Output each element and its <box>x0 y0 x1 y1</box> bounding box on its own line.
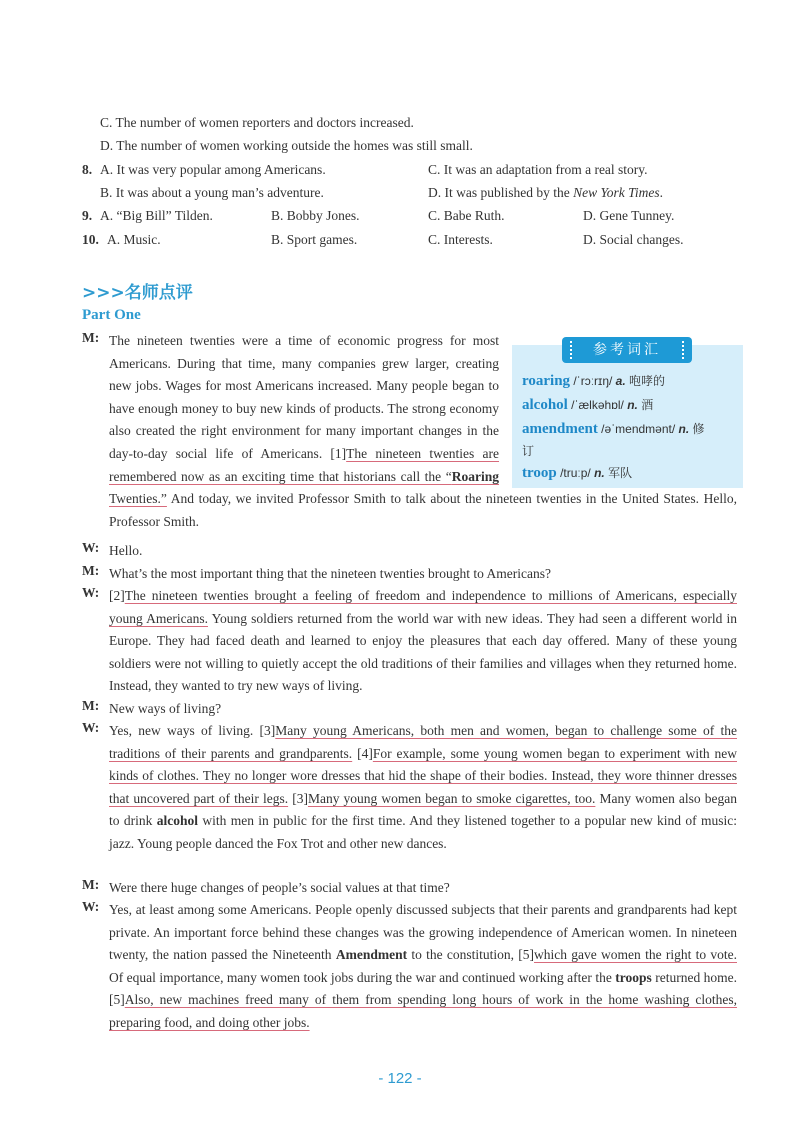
option-8c: C. It was an adaptation from a real story. <box>428 162 648 177</box>
option-8b: B. It was about a young man’s adventure. <box>100 185 324 200</box>
option-7c: C. The number of women reporters and doctors increased. <box>100 115 414 130</box>
vocab-entry-amendment: amendment /əˈmendmənt/ n. 修 <box>522 421 705 437</box>
speaker-label: W: <box>82 899 100 914</box>
speaker-label: W: <box>82 585 100 600</box>
option-7d: D. The number of women working outside the homes was still small. <box>100 138 473 153</box>
question-number-8: 8. <box>82 162 93 177</box>
dialogue-turn-w1 <box>82 540 737 563</box>
turn-text: Were there huge changes of people’s social values at that time? <box>109 880 450 895</box>
dialogue-turn-m3 <box>82 698 737 721</box>
vocab-entry-amendment-wrap: 订 <box>522 444 535 458</box>
option-10c: C. Interests. <box>428 232 493 247</box>
dialogue-turn-m4 <box>82 877 737 900</box>
turn-text: The nineteen twenties were a time of economic progress for most Americans. During that time, many companies grew larger, creating new jobs. Wages for most Americans increased. Many people began to have enough money to buy new kinds of products. The strong economy also created the right environment for many important changes in the day-to-day social life of Americans. [1]The nineteen twenties are remembered now as an exciting time that historians call the “Roaring Twenties.” And today, we invited Professor Smith to talk about the nineteen twenties in the United States. Hello, Professor Smith. <box>109 333 737 529</box>
turn-text: What’s the most important thing that the nineteen twenties brought to Americans? <box>109 566 552 581</box>
dialogue-turn-m1 <box>82 330 737 533</box>
vocab-entry-alcohol: alcohol /ˈælkəhɒl/ n. 酒 <box>522 397 654 413</box>
turn-text: Hello. <box>109 543 143 558</box>
vocab-entry-roaring: roaring /ˈrɔːrɪŋ/ a. 咆哮的 <box>522 373 666 389</box>
dialogue-turn-w2 <box>82 585 737 698</box>
dialogue-turn-w4 <box>82 899 737 1035</box>
dialogue-turn-w3 <box>82 720 737 856</box>
turn-text: Yes, new ways of living. [3]Many young Americans, both men and women, began to challenge some of the traditions of their parents and grandparents. [4]For example, some young women began to experiment with new kinds of clothes. They no longer wore dresses that hid the shape of their bodies. Instead, they wore thinner dresses that uncovered part of their legs. [3]Many young women began to smoke cigarettes, too. Many women also began to drink alcohol with men in public for the first time. And they listened together to a popular new kind of music: jazz. Young people danced the Fox Trot and other new dances. <box>109 723 738 851</box>
option-10a: A. Music. <box>107 232 161 247</box>
speaker-label: M: <box>82 330 100 345</box>
speaker-label: M: <box>82 877 100 892</box>
speaker-label: W: <box>82 540 100 555</box>
option-10b: B. Sport games. <box>271 232 358 247</box>
speaker-label: M: <box>82 563 100 578</box>
option-8a: A. It was very popular among Americans. <box>100 162 326 177</box>
question-number-9: 9. <box>82 208 93 223</box>
turn-text: [2]The nineteen twenties brought a feeling of freedom and independence to millions of Americans, especially young Americans. Young soldiers returned from the world war with new ideas. They had seen a different world in Europe. They had faced death and learned to enjoy the pleasures that each day offered. Many of these young soldiers were not willing to quietly accept the old traditions of their families and villages when they returned home. Instead, they wanted to try new ways of living. <box>109 588 737 694</box>
option-9a: A. “Big Bill” Tilden. <box>100 208 213 223</box>
section-heading: >>>名师点评 <box>82 283 193 303</box>
dialogue-turn-m2 <box>82 563 737 586</box>
part-title: Part One <box>82 307 141 323</box>
turn-text: Yes, at least among some Americans. People openly discussed subjects that their parents and grandparents had kept private. An important force behind these changes was the growing independence of American women. In nineteen twenty, the nation passed the Nineteenth Amendment to the constitution, [5]which gave women the right to vote. Of equal importance, many women took jobs during the war and continued working after the troops returned home. [5]Also, new machines freed many of them from spending long hours of work in the home washing clothes, preparing food, and doing other jobs. <box>109 902 737 1030</box>
vocabulary-title: 参考词汇 <box>562 337 692 363</box>
speaker-label: W: <box>82 720 100 735</box>
option-8d: D. It was published by the New York Times. <box>428 185 664 200</box>
option-9d: D. Gene Tunney. <box>583 208 675 223</box>
speaker-label: M: <box>82 698 100 713</box>
option-9b: B. Bobby Jones. <box>271 208 360 223</box>
turn-text: New ways of living? <box>109 701 222 716</box>
question-number-10: 10. <box>82 232 99 247</box>
vocab-entry-troop: troop /truːp/ n. 军队 <box>522 465 633 481</box>
option-10d: D. Social changes. <box>583 232 684 247</box>
option-9c: C. Babe Ruth. <box>428 208 505 223</box>
page-number: - 122 - <box>378 1070 422 1087</box>
